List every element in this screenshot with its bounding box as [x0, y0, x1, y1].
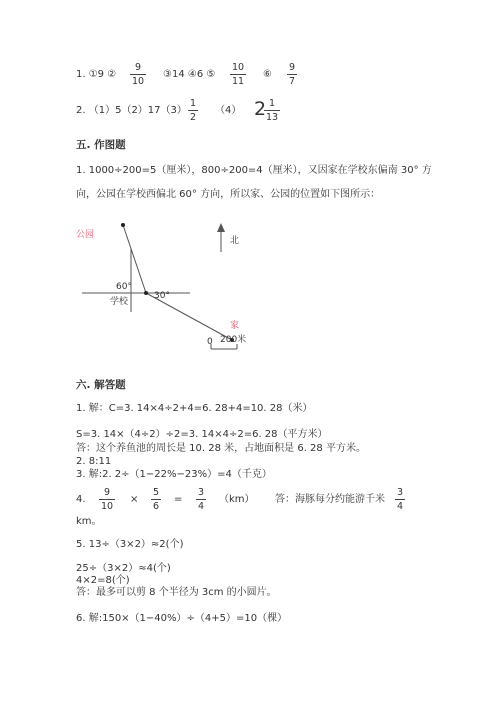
- section-5-heading: 五. 作图题: [76, 139, 126, 151]
- north-arrow-icon: [217, 223, 225, 232]
- section-6-heading: 六. 解答题: [76, 379, 126, 391]
- scale-zero-label: 0: [207, 337, 213, 347]
- answer-4-tail: km。: [76, 516, 102, 527]
- numerator: 9: [289, 62, 296, 73]
- answer-4-unit: （km）: [219, 494, 255, 505]
- park-point: [121, 223, 125, 227]
- school-label: 学校: [110, 297, 129, 307]
- q2-prefix: 2. （1）5（2）17（3）: [76, 105, 187, 116]
- answer-4-fraction-3: [196, 488, 206, 511]
- denominator: 10: [101, 500, 114, 512]
- answer-4-fraction-4: [395, 488, 405, 511]
- answer-5-line-3: 4×2=8(个): [76, 575, 130, 586]
- answer-1-line-3: 答：这个养鱼池的周长是 10. 28 米，占地面积是 6. 28 平方米。: [76, 443, 366, 454]
- answer-4-fraction-2: [151, 488, 161, 511]
- answer-5-line-2: 25÷（3×2）≈4(个): [76, 563, 171, 574]
- north-label: 北: [230, 236, 240, 246]
- answer-3: 3. 解:2. 2÷（1−22%−23%）=4（千克）: [76, 469, 272, 480]
- numerator: 5: [153, 487, 160, 498]
- answer-4-prefix: 4.: [76, 494, 86, 505]
- angle-30-label: 30°: [154, 291, 170, 301]
- answer-4-times: ×: [130, 494, 139, 505]
- answer-6: 6. 解:150×（1−40%）÷（4+5）=10（棵）: [76, 613, 288, 624]
- numerator: 10: [232, 62, 245, 73]
- denominator: 2: [190, 111, 197, 123]
- angle-60-label: 60°: [116, 282, 132, 292]
- denominator: 4: [397, 500, 404, 512]
- home-label: 家: [230, 321, 240, 331]
- answer-2: 2. 8:11: [76, 456, 112, 467]
- park-label: 公园: [76, 230, 95, 240]
- scale-distance-label: 200米: [220, 335, 247, 345]
- answer-4-statement: 答：海豚每分约能游千米: [275, 494, 385, 505]
- q1-middle-1: ③14 ④6 ⑤: [163, 69, 216, 80]
- q2-middle: （4）: [215, 105, 242, 116]
- numerator: 9: [104, 487, 111, 498]
- denominator: 13: [266, 111, 279, 123]
- answer-5-line-1: 5. 13÷（3×2）≈2(个): [76, 539, 184, 550]
- school-point: [144, 291, 148, 295]
- denominator: 10: [132, 75, 145, 87]
- denominator: 7: [289, 75, 296, 87]
- numerator: 3: [397, 487, 404, 498]
- numerator: 3: [198, 487, 205, 498]
- denominator: 4: [198, 500, 205, 512]
- answer-1-line-1: 1. 解：C=3. 14×4÷2+4=6. 28+4=10. 28（米）: [76, 403, 313, 414]
- answer-1-line-2: S=3. 14×（4÷2）÷2=3. 14×4÷2=6. 28（平方米）: [76, 429, 328, 440]
- section-5-line-2: 向，公园在学校西偏北 60° 方向，所以家、公园的位置如下图所示：: [76, 189, 381, 200]
- q2-mixed-whole: 2: [254, 98, 267, 120]
- q1-middle-2: ⑥: [263, 69, 272, 80]
- denominator: 11: [232, 75, 245, 87]
- answer-5-line-4: 答：最多可以剪 8 个半径为 3cm 的小圆片。: [76, 587, 277, 598]
- numerator: 1: [190, 98, 197, 109]
- numerator: 9: [135, 62, 142, 73]
- q1-prefix: 1. ①9 ②: [76, 69, 117, 80]
- answer-4-fraction-1: [99, 488, 115, 511]
- numerator: 1: [269, 98, 276, 109]
- section-5-line-1: 1. 1000÷200=5（厘米），800÷200=4（厘米），又因家在学校东偏南 30° 方: [76, 165, 432, 176]
- denominator: 6: [153, 500, 160, 512]
- answer-4-equals: =: [174, 494, 183, 505]
